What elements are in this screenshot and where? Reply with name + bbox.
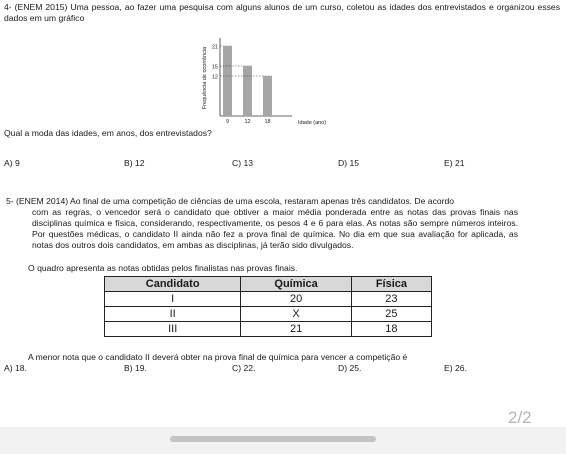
x-tick-label: 12 [244,119,251,125]
y-tick-label: 21 [211,44,218,51]
option-d[interactable]: D) 15 [338,158,360,168]
table-header-row [105,277,432,292]
x-axis-label: Idade (ano) [298,120,327,126]
cell-physics: 18 [351,322,431,337]
header-candidato: Candidato [105,277,241,292]
option-b[interactable]: B) 19. [124,363,147,373]
y-axis-label: Frequência de ocorrência [202,46,208,110]
option-a[interactable]: A) 9 [4,158,20,168]
table-row [105,292,432,307]
cell-chemistry: 21 [241,322,352,337]
option-b[interactable]: B) 12 [124,158,145,168]
x-tick-label: 18 [264,119,271,125]
question-5-body: com as regras, o vencedor será o candidato que obtiver a maior média ponderada entre as notas das provas finais nas disciplinas química e física, considerando, respectivamente, os pesos 4 e 6 para elas. As notas são sempre números inteiros. Por questões médicas, o candidato II ainda não fez a prova final de química. No dia em que sua avaliação for aplicada, as notas dos outros dois candidatos, em ambas as disciplinas, já terão sido divulgados. [32,207,518,251]
header-quimica: Química [241,277,352,292]
bar [263,76,272,116]
question-5-prompt: A menor nota que o candidato II deverá obter na prova final de química para vencer a competição é [28,352,408,362]
question-4-options [4,158,484,170]
cell-chemistry: 20 [241,292,352,307]
question-5-statement [6,196,518,251]
y-tick-label: 15 [211,64,218,71]
cell-candidate: III [105,322,241,337]
bar [223,46,232,116]
y-tick-label: 12 [211,74,218,81]
bar [243,66,252,116]
table-intro: O quadro apresenta as notas obtidas pelos finalistas nas provas finais. [28,263,298,273]
cell-physics: 23 [351,292,431,307]
question-4-prompt: Qual a moda das idades, em anos, dos entrevistados? [4,128,212,138]
option-c[interactable]: C) 13 [232,158,254,168]
option-c[interactable]: C) 22. [232,363,256,373]
cell-candidate: II [105,307,241,322]
page-indicator: 2/2 [508,408,532,427]
table-row [105,322,432,337]
question-4-statement: 4- (ENEM 2015) Uma pessoa, ao fazer uma pesquisa com alguns alunos de um curso, coletou as idades dos entrevistados e organizou esses dados em um gráfico [4,2,560,23]
horizontal-scrollbar[interactable] [170,436,376,442]
header-fisica: Física [351,277,431,292]
grades-table [104,276,432,337]
question-5-first-line: 5- (ENEM 2014) Ao final de uma competição de ciências de uma escola, restaram apenas três candidatos. De acordo [6,196,455,206]
option-e[interactable]: E) 26. [444,363,467,373]
option-a[interactable]: A) 18. [4,363,27,373]
cell-physics: 25 [351,307,431,322]
option-e[interactable]: E) 21 [444,158,465,168]
table-row [105,307,432,322]
cell-chemistry: X [241,307,352,322]
x-tick-label: 9 [225,119,230,125]
question-5-options [4,363,484,375]
option-d[interactable]: D) 25. [338,363,362,373]
age-frequency-bar-chart [196,32,356,126]
cell-candidate: I [105,292,241,307]
